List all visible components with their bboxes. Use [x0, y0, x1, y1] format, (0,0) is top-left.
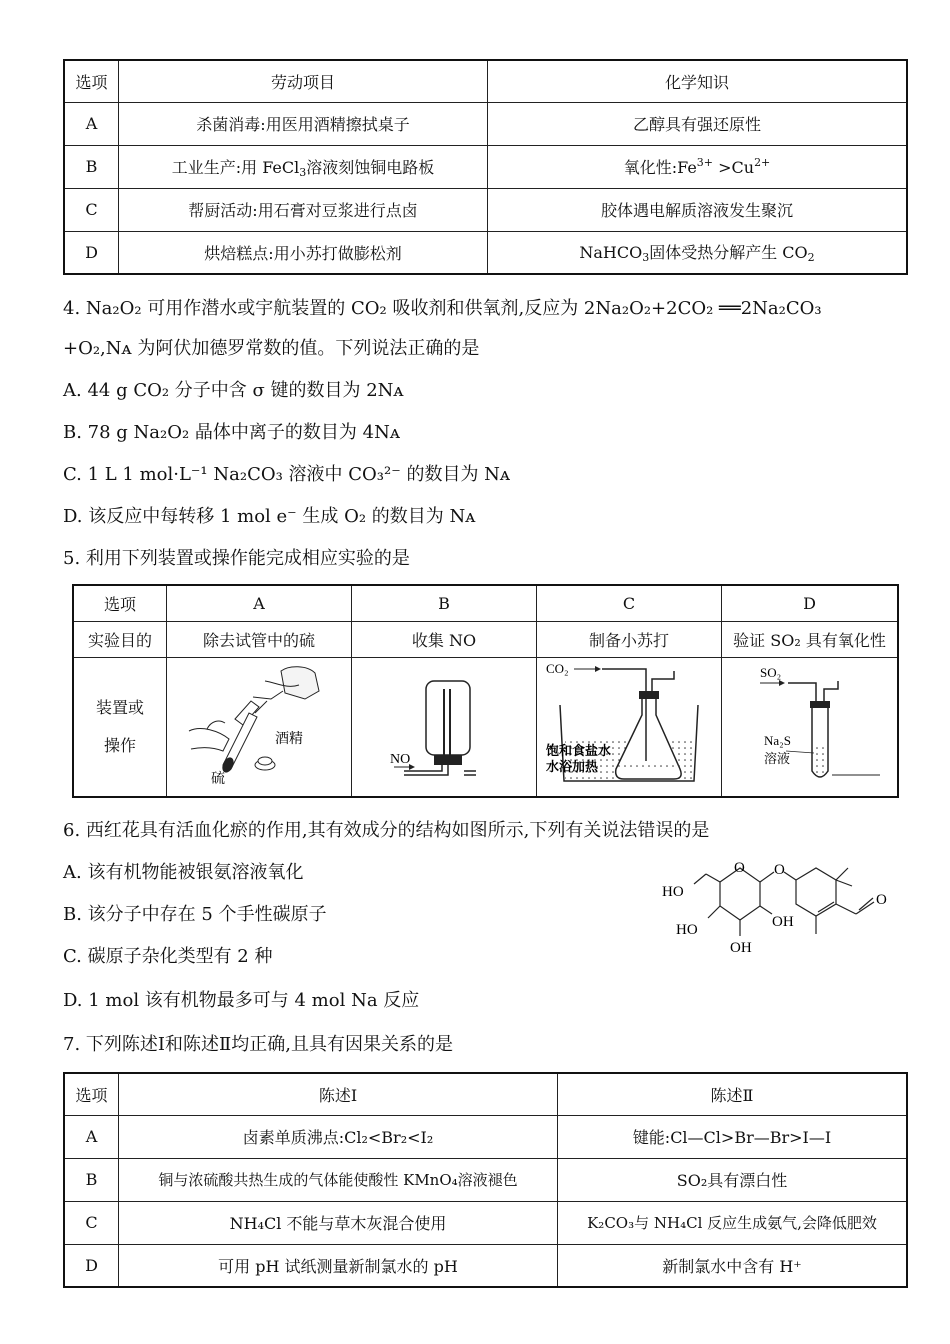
q4-stem-line1: 4. Na₂O₂ 可用作潜水或宇航装置的 CO₂ 吸收剂和供氧剂,反应为 2Na₂O₂+2CO₂ ══2Na₂CO₃: [63, 298, 822, 319]
ho-group-2: HO: [676, 922, 698, 938]
label-co2: CO₂: [546, 660, 569, 676]
label-brine: 饱和食盐水: [546, 742, 612, 758]
option-b-header: B: [352, 585, 537, 621]
option-d-header: D: [722, 585, 899, 621]
table-row: [64, 1244, 907, 1287]
table-row: [64, 231, 907, 274]
table-row: [64, 102, 907, 145]
row-labor: [119, 145, 488, 188]
q6-option-b: B. 该分子中存在 5 个手性碳原子: [63, 904, 327, 925]
q4-option-d: D. 该反应中每转移 1 mol e⁻ 生成 O₂ 的数目为 Nᴀ: [63, 506, 476, 527]
label-so2: SO₂: [759, 664, 781, 680]
test-tube-cleaning-illustration: [179, 661, 339, 789]
subscript: 3: [642, 251, 650, 265]
label-no: NO: [390, 751, 411, 767]
purpose-d: 验证 SO₂ 具有氧化性: [722, 621, 899, 657]
table-row: [64, 1201, 907, 1244]
row-option: B: [64, 1158, 119, 1201]
table-row: [73, 657, 898, 797]
row-chem: [488, 231, 908, 274]
table-row: [73, 621, 898, 657]
row-option: D: [64, 231, 119, 274]
oh-group-2: OH: [772, 914, 794, 930]
purpose-c: 制备小苏打: [537, 621, 722, 657]
statements-table: [63, 1072, 908, 1288]
label-solution: 溶液: [763, 750, 790, 766]
row-statement-2: K₂CO₃与 NH₄Cl 反应生成氨气,会降低肥效: [558, 1201, 908, 1244]
row-option: B: [64, 145, 119, 188]
no-collection-illustration: [364, 661, 524, 789]
purpose-a: 除去试管中的硫: [167, 621, 352, 657]
option-a-header: A: [167, 585, 352, 621]
row-option: A: [64, 1115, 119, 1158]
labor-chemistry-table: [63, 59, 908, 275]
row-chem: 乙醇具有强还原性: [488, 102, 908, 145]
purpose-b: 收集 NO: [352, 621, 537, 657]
superscript: 3+: [696, 156, 714, 169]
label-bath: 水浴加热: [546, 758, 599, 774]
q6-option-d: D. 1 mol 该有机物最多可与 4 mol Na 反应: [63, 990, 420, 1011]
apparatus-c: [537, 657, 722, 797]
row-option: C: [64, 188, 119, 231]
table-row: [73, 585, 898, 621]
table-row: [64, 1158, 907, 1201]
q4-stem-line2: +O₂,Nᴀ 为阿伏加德罗常数的值。下列说法正确的是: [63, 338, 480, 359]
table-header-row: [64, 60, 907, 102]
aldehyde-oxygen: O: [876, 892, 887, 908]
superscript: 2+: [754, 156, 771, 169]
row-chem: 胶体遇电解质溶液发生聚沉: [488, 188, 908, 231]
so2-oxidation-illustration: [730, 661, 890, 789]
header-labor: 劳动项目: [119, 60, 488, 102]
text-segment: 氧化性:Fe: [623, 158, 697, 177]
apparatus-d: [722, 657, 899, 797]
row-statement-1: NH₄Cl 不能与草木灰混合使用: [119, 1201, 558, 1244]
q4-option-a: A. 44 g CO₂ 分子中含 σ 键的数目为 2Nᴀ: [63, 380, 404, 401]
oh-group-1: OH: [730, 940, 752, 956]
text-segment: 工业生产:用 FeCl: [171, 157, 300, 177]
row-labor: 帮厨活动:用石膏对豆浆进行点卤: [119, 188, 488, 231]
label-na2s: Na₂S: [763, 732, 791, 748]
crocin-structure-diagram: [660, 852, 910, 962]
row-statement-1: 可用 pH 试纸测量新制氯水的 pH: [119, 1244, 558, 1287]
subscript: 2: [807, 251, 815, 265]
header-statement-2: 陈述Ⅱ: [558, 1073, 908, 1115]
header-option: 选项: [64, 1073, 119, 1115]
q5-stem: 5. 利用下列装置或操作能完成相应实验的是: [63, 548, 410, 569]
table-row: [64, 145, 907, 188]
q4-option-b: B. 78 g Na₂O₂ 晶体中离子的数目为 4Nᴀ: [63, 422, 401, 443]
row-labor: 烘焙糕点:用小苏打做膨松剂: [119, 231, 488, 274]
text-segment: 固体受热分解产生 CO: [649, 243, 808, 263]
link-oxygen: O: [774, 862, 785, 878]
label-sulfur: 硫: [211, 771, 225, 787]
header-chem: 化学知识: [488, 60, 908, 102]
header-option: 选项: [64, 60, 119, 102]
row-statement-2: 新制氯水中含有 H⁺: [558, 1244, 908, 1287]
row-statement-2: SO₂具有漂白性: [558, 1158, 908, 1201]
q7-stem: 7. 下列陈述Ⅰ和陈述Ⅱ均正确,且具有因果关系的是: [63, 1034, 453, 1055]
q6-stem: 6. 西红花具有活血化瘀的作用,其有效成分的结构如图所示,下列有关说法错误的是: [63, 820, 710, 841]
row-label: 选项: [73, 585, 167, 621]
q6-option-a: A. 该有机物能被银氨溶液氧化: [63, 862, 304, 883]
table-header-row: [64, 1073, 907, 1115]
row-option: C: [64, 1201, 119, 1244]
row-statement-1: 铜与浓硫酸共热生成的气体能使酸性 KMnO₄溶液褪色: [119, 1158, 558, 1201]
q4-option-c: C. 1 L 1 mol·L⁻¹ Na₂CO₃ 溶液中 CO₃²⁻ 的数目为 Nᴀ: [63, 464, 511, 485]
text-segment: NaHCO: [579, 243, 643, 263]
row-option: D: [64, 1244, 119, 1287]
row-labor: 杀菌消毒:用医用酒精擦拭桌子: [119, 102, 488, 145]
text-segment: >Cu: [713, 158, 755, 177]
subscript: 3: [299, 165, 307, 179]
text-segment: 溶液刻蚀铜电路板: [306, 157, 435, 177]
baking-soda-prep-illustration: [544, 661, 714, 789]
table-row: [64, 1115, 907, 1158]
experiment-table: [72, 584, 899, 798]
row-label: 实验目的: [73, 621, 167, 657]
row-label: 装置或操作: [73, 657, 167, 797]
table-row: [64, 188, 907, 231]
apparatus-b: [352, 657, 537, 797]
ring-oxygen: O: [734, 860, 745, 876]
option-c-header: C: [537, 585, 722, 621]
ho-group-1: HO: [662, 884, 684, 900]
apparatus-a: [167, 657, 352, 797]
label-alcohol: 酒精: [275, 731, 303, 747]
row-option: A: [64, 102, 119, 145]
q6-option-c: C. 碳原子杂化类型有 2 种: [63, 946, 273, 967]
row-chem: [488, 145, 908, 188]
header-statement-1: 陈述Ⅰ: [119, 1073, 558, 1115]
row-statement-1: 卤素单质沸点:Cl₂<Br₂<I₂: [119, 1115, 558, 1158]
row-statement-2: 键能:Cl—Cl>Br—Br>I—I: [558, 1115, 908, 1158]
